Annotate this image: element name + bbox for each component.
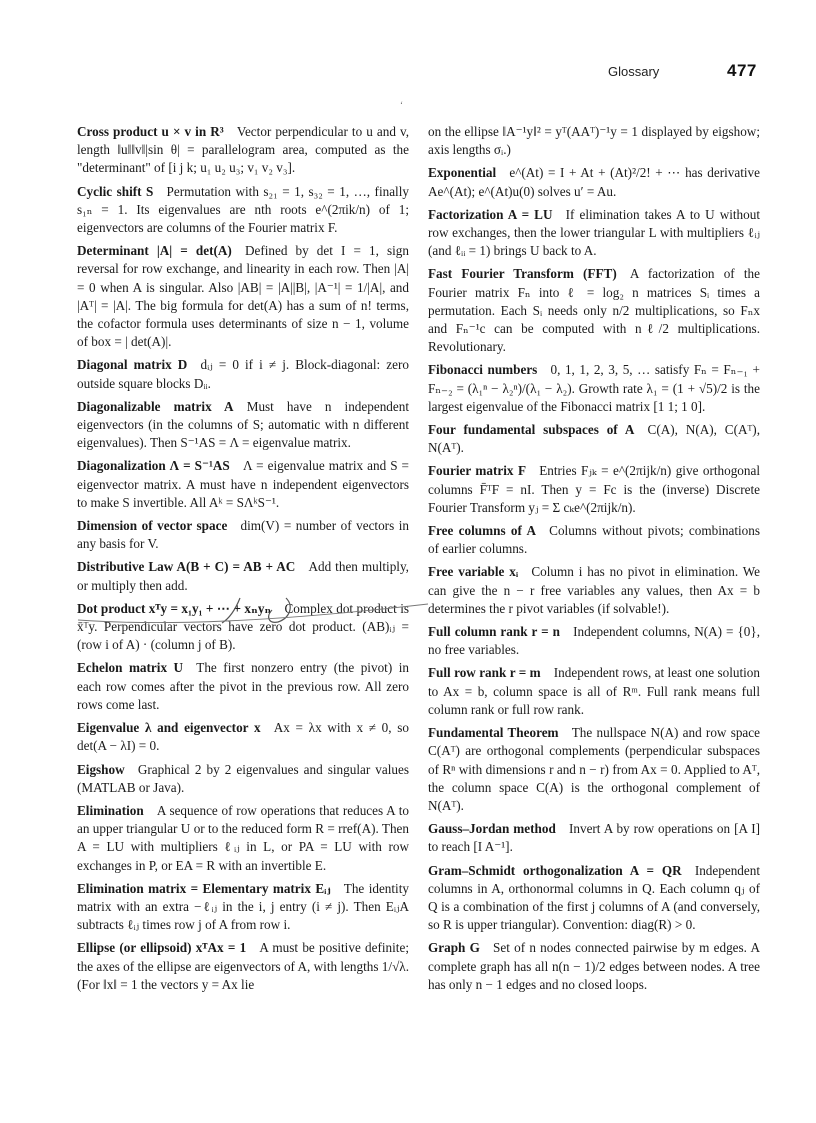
glossary-term: Fundamental Theorem [428,725,559,741]
glossary-entry [428,623,760,659]
glossary-term: Free variable xᵢ [428,564,519,580]
glossary-definition: A must be positive definite; the axes of the ellipse are eigenvectors of A, with lengths 1/√λ. (For ‖x‖ = 1 the vectors y = Ax lie [77,940,409,992]
glossary-term: Diagonalizable matrix A [77,398,234,414]
glossary-entry [77,719,409,755]
glossary-entry [77,659,409,714]
glossary-entry [77,356,409,392]
glossary-entry [77,939,409,994]
glossary-term: Eigshow [77,761,125,777]
glossary-term: Gauss–Jordan method [428,821,556,837]
glossary-entry [428,361,760,416]
glossary-definition: If elimination takes A to U without row exchanges, then the lower triangular L with multipliers ℓᵢⱼ (and ℓᵢᵢ = 1) brings U back to A. [428,206,760,259]
glossary-definition: Add then multiply, or multiply then add. [77,559,409,593]
glossary-term: Fibonacci numbers [428,362,538,378]
glossary-entry [428,164,760,200]
glossary-term: Dot product xᵀy = x₁y₁ + ⋯ + xₙyₙ [77,600,272,616]
page-number: 477 [727,61,757,80]
glossary-entry [428,522,760,558]
glossary-definition: Entries Fⱼₖ = e^(2πijk/n) give orthogonal columns F̄ᵀF = nI. Then y = Fc is the (inverse) Discrete Fourier Transform yⱼ = Σ cₖe^(2πijk/n). [428,463,761,515]
glossary-term: Free columns of A [428,523,536,539]
glossary-term: Elimination [77,802,144,818]
glossary-term: Four fundamental subspaces of A [428,422,635,438]
glossary-entry [428,421,760,457]
glossary-definition: The identity matrix with an extra −ℓᵢⱼ in the i, j entry (i ≠ j). Then EᵢⱼA subtracts ℓᵢⱼ times row j of A from row i. [77,880,409,933]
glossary-definition: Must have n independent eigenvectors (in the columns of S; automatic with n different eigenvalues). Then S⁻¹AS = Λ = eigenvalue matrix. [77,398,409,451]
glossary-entry [428,724,760,815]
glossary-term: Full row rank r = m [428,665,541,681]
glossary-entry [77,123,409,178]
glossary-definition: Vector perpendicular to u and v, length ‖u‖‖v‖|sin θ| = parallelogram area, computed as the "determinant" of [i j k; u₁ u₂ u₃; v₁ v₂ v₃]. [77,124,409,176]
glossary-entry [77,183,409,238]
glossary-definition: Complex dot product is x̄ᵀy. Perpendicular vectors have zero dot product. (AB)ᵢⱼ = (row i of A) · (column j of B). [77,600,410,653]
glossary-definition: Permutation with s₂₁ = 1, s₃₂ = 1, …, finally s₁ₙ = 1. Its eigenvalues are nth roots e^(2πik/n) of 1; eigenvectors are columns of the Fourier matrix F. [77,183,409,236]
glossary-definition: Defined by det I = 1, sign reversal for row exchange, and linearity in each row. Then |A| = 0 when A is singular. Also |AB| = |A||B|, |A⁻¹| = 1/|A|, and |Aᵀ| = |A|. The big formula for det(A) has a sum of n! terms, the cofactor formula uses determinants of size n − 1, volume of box = | det(A)|. [77,243,409,350]
glossary-definition: Independent columns in A, orthonormal columns in Q. Each column qⱼ of Q is a combination of the first j columns of A (and conversely, so R is upper triangular). Convention: diag(R) > 0. [428,862,760,933]
glossary-term: Full column rank r = n [428,624,560,640]
glossary-definition: A sequence of row operations that reduces A to an upper triangular U or to the reduced form R = rref(A). Then A = LU with multipliers ℓᵢⱼ in L, or PA = LU with row exchanges in P, or EA = R with an invertible E. [77,802,409,873]
glossary-term: Ellipse (or ellipsoid) xᵀAx = 1 [77,940,247,956]
glossary-definition: The nullspace N(A) and row space C(Aᵀ) are orthogonal complements (perpendicular subspaces of Rⁿ with dimensions r and n − r) from Ax = 0. Applied to Aᵀ, the column space C(A) is the orthogonal complement of N(Aᵀ). [428,725,760,813]
glossary-definition: Independent columns, N(A) = {0}, no free variables. [428,624,761,658]
glossary-entry [77,558,409,594]
glossary-term: Exponential [428,165,497,181]
glossary-term: Cyclic shift S [77,183,154,199]
glossary-entry [428,939,760,994]
glossary-definition: on the ellipse ‖A⁻¹y‖² = yᵀ(AAᵀ)⁻¹y = 1 displayed by eigshow; axis lengths σᵢ.) [428,124,760,158]
glossary-definition: Graphical 2 by 2 eigenvalues and singular values (MATLAB or Java). [77,761,409,795]
glossary-definition: dim(V) = number of vectors in any basis for V. [77,518,409,552]
glossary-term: Diagonal matrix D [77,357,188,373]
glossary-definition: Independent rows, at least one solution to Ax = b, column space is all of Rᵐ. Full rank means full column rank or full row rank. [428,665,760,717]
glossary-term: Cross product u × v in R³ [77,124,224,139]
pencil-annotation [72,596,432,626]
glossary-definition: dᵢⱼ = 0 if i ≠ j. Block-diagonal: zero outside square blocks Dᵢᵢ. [77,357,409,391]
glossary-definition: C(A), N(A), C(Aᵀ), N(Aᵀ). [428,422,760,456]
glossary-definition: The first nonzero entry (the pivot) in each row comes after the pivot in the previous row. All zero rows come last. [77,660,409,712]
glossary-entry [77,517,409,553]
glossary-term: Determinant |A| = det(A) [77,243,232,259]
glossary-entry [77,398,409,453]
glossary-term: Elimination matrix = Elementary matrix Eᵢⱼ [77,880,331,896]
glossary-entry [77,242,409,351]
glossary-entry [428,265,760,356]
glossary-definition: Set of n nodes connected pairwise by m edges. A complete graph has all n(n − 1)/2 edges between nodes. A tree has only n − 1 edges and no closed loops. [428,940,760,992]
glossary-entry [77,457,409,512]
glossary-term: Factorization A = LU [428,206,553,222]
glossary-term: Dimension of vector space [77,518,228,534]
glossary-entry [77,802,409,875]
glossary-term: Fast Fourier Transform (FFT) [428,266,617,282]
glossary-entry [428,820,760,856]
glossary-definition: Invert A by row operations on [A I] to reach [I A⁻¹]. [428,821,760,855]
glossary-term: Diagonalization Λ = S⁻¹AS [77,458,230,474]
glossary-definition: A factorization of the Fourier matrix Fₙ into ℓ = log₂ n matrices Sᵢ times a permutation. Each Sᵢ needs only n/2 multiplications, so Fₙx and Fₙ⁻¹c can be computed with nℓ/2 multiplications. Revolutionary. [428,266,760,355]
glossary-term: Distributive Law A(B + C) = AB + AC [77,559,296,575]
glossary-definition: Columns without pivots; combinations of earlier columns. [428,523,760,557]
glossary-entry [77,761,409,797]
glossary-definition: 0, 1, 1, 2, 3, 5, … satisfy Fₙ = Fₙ₋₁ + Fₙ₋₂ = (λ₁ⁿ − λ₂ⁿ)/(λ₁ − λ₂). Growth rate λ₁ = (1 + √5)/2 is the largest eigenvalue of the Fibonacci matrix [1 1; 1 0]. [428,362,760,414]
glossary-definition: Ax = λx with x ≠ 0, so det(A − λI) = 0. [77,720,409,754]
left-column [77,123,409,999]
glossary-entry [428,206,760,261]
glossary-entry [428,123,760,159]
glossary-term: Gram–Schmidt orthogonalization A = QR [428,862,682,878]
glossary-entry [77,880,409,935]
glossary-term: Graph G [428,940,480,956]
glossary-entry [428,862,760,935]
glossary-entry [428,462,760,517]
glossary-entry [428,664,760,719]
glossary-term: Fourier matrix F [428,463,527,479]
ink-speck: ʻ [400,100,403,110]
glossary-entry [428,563,760,618]
glossary-term: Eigenvalue λ and eigenvector x [77,720,261,736]
glossary-definition: Λ = eigenvalue matrix and S = eigenvector matrix. A must have n independent eigenvectors to make S invertible. All Aᵏ = SΛᵏS⁻¹. [77,458,409,510]
glossary-definition: e^(At) = I + At + (At)²/2! + ⋯ has derivative Ae^(At); e^(At)u(0) solves u′ = Au. [428,165,760,199]
right-column [428,123,760,999]
running-title: Glossary [608,64,660,79]
glossary-term: Echelon matrix U [77,660,184,676]
glossary-definition: Column i has no pivot in elimination. We can give the n − r free variables any values, then Ax = b determines the r pivot variables (if solvable!). [428,564,760,616]
